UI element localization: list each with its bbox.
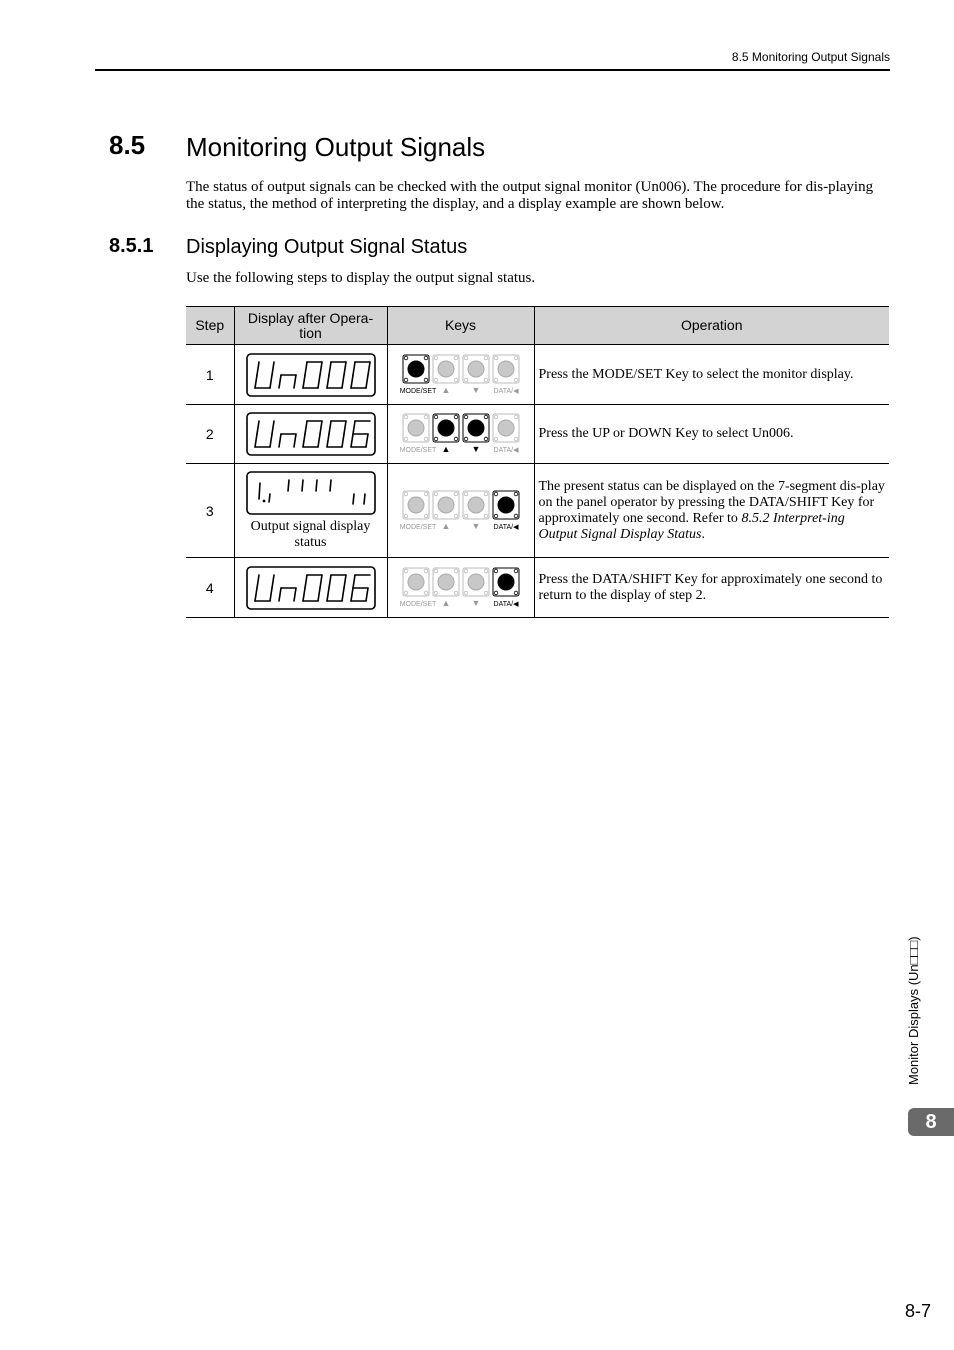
- key-label: DATA/◀: [493, 523, 518, 531]
- panel-key: [493, 355, 519, 395]
- key-label: MODE/SET: [399, 447, 436, 454]
- display-cell: [234, 464, 387, 558]
- panel-key: [433, 491, 459, 531]
- chapter-tab: 8: [908, 1108, 954, 1136]
- step-number: 3: [186, 464, 234, 558]
- seven-segment-display: [246, 412, 376, 456]
- panel-key: [400, 568, 437, 608]
- key-label: ▼: [471, 520, 480, 531]
- step-number: 4: [186, 558, 234, 618]
- operation-main: The present status can be displayed on the 7-segment dis-play on the panel operator by pressing the DATA/SHIFT Key for approximately one second. Refer to: [538, 478, 885, 526]
- keys-cell: [387, 464, 534, 558]
- key-label: MODE/SET: [399, 600, 436, 608]
- key-label: ▲: [441, 597, 450, 608]
- step-number: 1: [186, 345, 234, 405]
- section-number: 8.5: [109, 130, 146, 160]
- panel-keys-icon: [400, 353, 522, 397]
- operation-text: Press the MODE/SET Key to select the monitor display.: [534, 345, 889, 405]
- subsection-intro: Use the following steps to display the output signal status.: [186, 270, 536, 286]
- key-label: DATA/◀: [493, 387, 518, 395]
- table-header-row: [186, 307, 889, 345]
- section-title: Monitoring Output Signals: [186, 132, 486, 162]
- header-operation: Operation: [534, 307, 889, 345]
- header-display: Display after Opera-tion: [234, 307, 387, 345]
- key-label: ▲: [441, 444, 450, 454]
- operation-tail: .: [701, 526, 705, 542]
- panel-keys-icon: [400, 489, 522, 533]
- table-row: [186, 464, 889, 558]
- key-label: ▼: [471, 597, 480, 608]
- key-label: MODE/SET: [399, 523, 436, 531]
- panel-key: [400, 414, 437, 454]
- key-label: DATA/◀: [493, 600, 518, 608]
- seven-segment-display: [246, 353, 376, 397]
- key-label: ▲: [441, 384, 450, 395]
- panel-key: [433, 355, 459, 395]
- running-header: 8.5 Monitoring Output Signals: [731, 50, 890, 64]
- keys-cell: [387, 405, 534, 464]
- key-label: DATA/◀: [493, 447, 518, 454]
- table-row: [186, 345, 889, 405]
- operation-text: Press the DATA/SHIFT Key for approximately one second to return to the display of step 2.: [534, 558, 889, 618]
- display-caption: Output signal display status: [250, 518, 371, 550]
- panel-key: [463, 491, 489, 531]
- subsection-title: Displaying Output Signal Status: [186, 236, 468, 258]
- panel-key: [493, 491, 519, 531]
- keys-cell: [387, 558, 534, 618]
- page-number: 8-7: [904, 1301, 931, 1321]
- table-row: [186, 558, 889, 618]
- seven-segment-display: [246, 566, 376, 610]
- key-label: ▲: [441, 520, 450, 531]
- panel-key: [463, 568, 489, 608]
- panel-keys-icon: [400, 412, 522, 456]
- key-label: ▼: [471, 384, 480, 395]
- table-row: [186, 405, 889, 464]
- key-label: ▼: [471, 444, 480, 454]
- operation-text: Press the UP or DOWN Key to select Un006.: [534, 405, 889, 464]
- panel-key: [400, 491, 437, 531]
- step-number: 2: [186, 405, 234, 464]
- section-intro: The status of output signals can be checked with the output signal monitor (Un006). The procedure for dis-playing the status, the method of interpreting the display, and a display example are shown below.: [186, 179, 874, 212]
- panel-key: [400, 355, 437, 395]
- header-keys: Keys: [387, 307, 534, 345]
- panel-key: [493, 568, 519, 608]
- operation-text: [534, 464, 889, 558]
- side-tab-chapter-title: Monitor Displays (Un□□□): [906, 936, 921, 1085]
- panel-key: [433, 568, 459, 608]
- panel-key: [433, 414, 459, 454]
- panel-key: [463, 355, 489, 395]
- panel-key: [493, 414, 519, 454]
- display-cell: [234, 558, 387, 618]
- display-cell: [234, 345, 387, 405]
- keys-cell: [387, 345, 534, 405]
- panel-keys-icon: [400, 566, 522, 610]
- signal-status-display: [246, 471, 376, 515]
- procedure-table: [186, 306, 889, 618]
- key-label: MODE/SET: [399, 387, 436, 395]
- operation-reference: 8.5.2 Interpret-ing Output Signal Display Status: [538, 510, 845, 542]
- subsection-number: 8.5.1: [109, 235, 154, 257]
- display-cell: [234, 405, 387, 464]
- header-step: Step: [186, 307, 234, 345]
- panel-key: [463, 414, 489, 454]
- header-rule: [95, 69, 890, 71]
